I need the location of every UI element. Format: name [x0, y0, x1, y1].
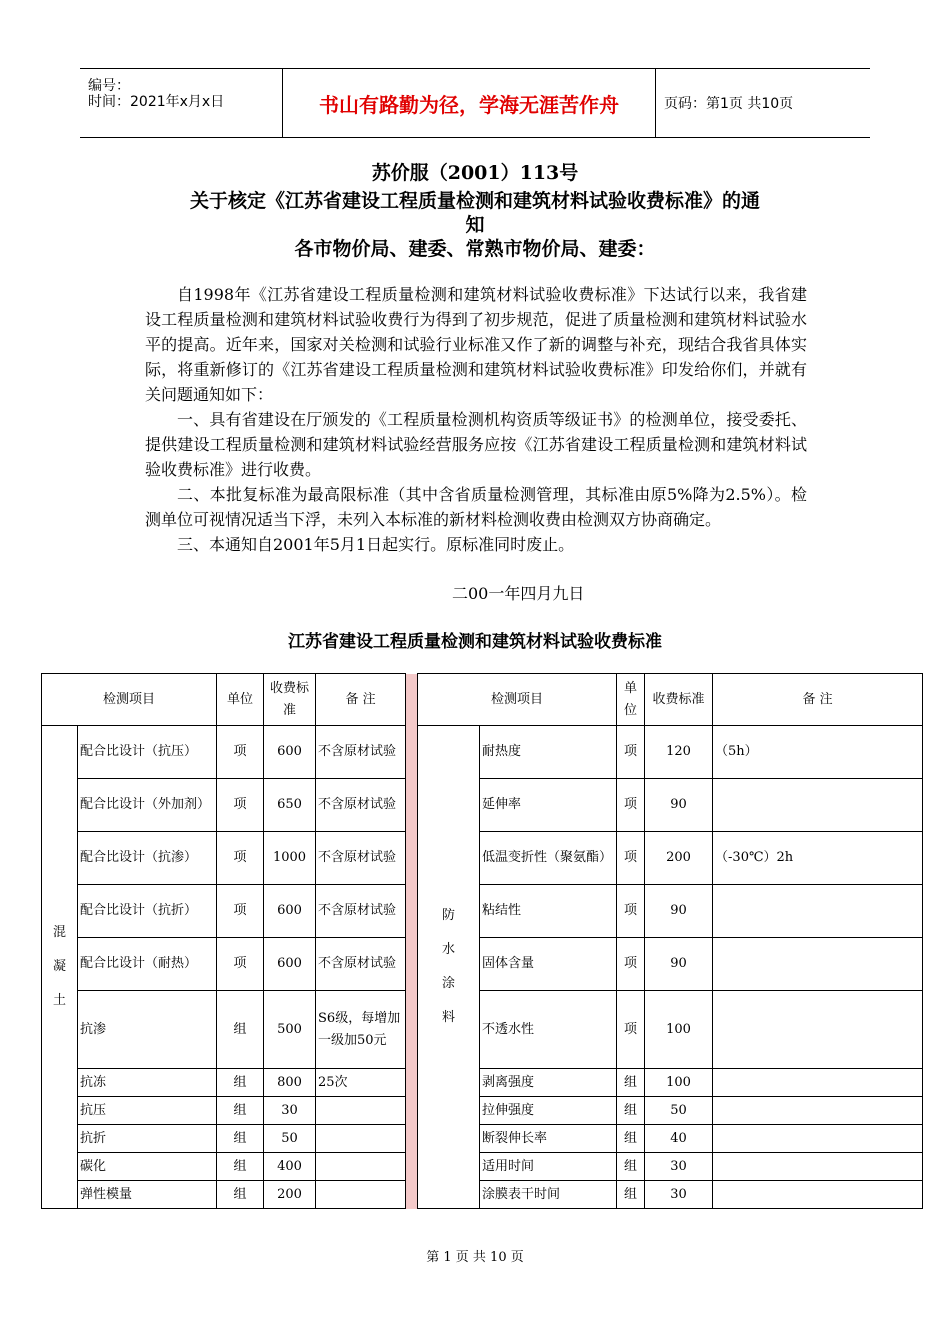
cell-note: S6级，每增加一级加50元 — [316, 991, 406, 1069]
cell-note — [713, 1125, 923, 1153]
cell-item: 抗冻 — [78, 1069, 217, 1097]
cell-unit: 项 — [217, 832, 264, 885]
page-footer: 第 1 页 共 10 页 — [426, 1250, 524, 1265]
cell-note — [713, 1097, 923, 1125]
header-fee-right: 收费标准 — [645, 674, 713, 726]
group-char: 涂 — [442, 976, 456, 991]
cell-item: 低温变折性（聚氨酯） — [480, 832, 617, 885]
cell-item: 抗渗 — [78, 991, 217, 1069]
time-label: 时间：2021年x月x日 — [88, 94, 225, 110]
table-row — [42, 1125, 923, 1153]
cell-note: （-30℃）2h — [713, 832, 923, 885]
header-meta — [80, 69, 282, 137]
cell-note: 不含原材试验 — [316, 938, 406, 991]
header-fee-left: 收费标准 — [264, 674, 316, 726]
cell-item: 拉伸强度 — [480, 1097, 617, 1125]
cell-fee: 30 — [264, 1097, 316, 1125]
cell-note: 不含原材试验 — [316, 779, 406, 832]
cell-unit: 组 — [617, 1153, 645, 1181]
cell-note — [316, 1097, 406, 1125]
cell-fee: 800 — [264, 1069, 316, 1097]
table-row — [42, 832, 923, 885]
cell-unit: 组 — [617, 1069, 645, 1097]
header-note-left: 备 注 — [316, 674, 406, 726]
cell-unit: 组 — [217, 1181, 264, 1209]
cell-note — [713, 1153, 923, 1181]
cell-unit: 项 — [217, 726, 264, 779]
cell-item: 配合比设计（抗压） — [78, 726, 217, 779]
header-unit-left: 单位 — [217, 674, 264, 726]
group-char: 水 — [442, 942, 456, 957]
cell-unit: 组 — [617, 1097, 645, 1125]
table-divider — [406, 674, 418, 726]
table-title: 江苏省建设工程质量检测和建筑材料试验收费标准 — [288, 632, 662, 652]
table-row — [42, 1181, 923, 1209]
fee-table — [41, 673, 923, 1209]
cell-item: 配合比设计（耐热） — [78, 938, 217, 991]
cell-fee: 500 — [264, 991, 316, 1069]
cell-note — [713, 1181, 923, 1209]
group-char: 土 — [52, 993, 66, 1008]
cell-item: 配合比设计（抗渗） — [78, 832, 217, 885]
cell-note: 不含原材试验 — [316, 726, 406, 779]
cell-fee: 200 — [264, 1181, 316, 1209]
cell-fee: 120 — [645, 726, 713, 779]
page-header — [80, 68, 870, 138]
group-concrete — [42, 726, 78, 1209]
cell-unit: 组 — [217, 1097, 264, 1125]
doc-body — [145, 282, 807, 557]
cell-fee: 600 — [264, 938, 316, 991]
cell-unit: 组 — [217, 1069, 264, 1097]
doc-date: 二00一年四月九日 — [452, 584, 585, 603]
cell-note: （5h） — [713, 726, 923, 779]
cell-fee: 90 — [645, 779, 713, 832]
cell-item: 固体含量 — [480, 938, 617, 991]
cell-item: 延伸率 — [480, 779, 617, 832]
cell-item: 配合比设计（抗折） — [78, 885, 217, 938]
group-char: 料 — [442, 1010, 456, 1025]
cell-unit: 组 — [217, 1153, 264, 1181]
header-motto: 书山有路勤为径，学海无涯苦作舟 — [282, 69, 656, 137]
cell-item: 剥离强度 — [480, 1069, 617, 1097]
table-row — [42, 1153, 923, 1181]
cell-note: 25次 — [316, 1069, 406, 1097]
header-unit-right: 单位 — [617, 674, 645, 726]
header-item-right: 检测项目 — [418, 674, 617, 726]
table-divider — [406, 726, 418, 1209]
cell-fee: 400 — [264, 1153, 316, 1181]
group-char: 防 — [442, 908, 456, 923]
table-row — [42, 1069, 923, 1097]
table-header-row — [42, 674, 923, 726]
group-char: 凝 — [52, 959, 66, 974]
cell-item: 碳化 — [78, 1153, 217, 1181]
cell-unit: 项 — [617, 938, 645, 991]
cell-item: 配合比设计（外加剂） — [78, 779, 217, 832]
cell-unit: 组 — [617, 1181, 645, 1209]
cell-unit: 项 — [617, 885, 645, 938]
cell-fee: 600 — [264, 726, 316, 779]
cell-unit: 组 — [217, 1125, 264, 1153]
cell-note — [316, 1153, 406, 1181]
cell-item: 适用时间 — [480, 1153, 617, 1181]
cell-fee: 100 — [645, 991, 713, 1069]
cell-note — [316, 1181, 406, 1209]
cell-note — [713, 885, 923, 938]
cell-fee: 650 — [264, 779, 316, 832]
paragraph: 一、具有省建设在厅颁发的《工程质量检测机构资质等级证书》的检测单位，接受委托、提供建设工程质量检测和建筑材料试验经营服务应按《江苏省建设工程质量检测和建筑材料试验收费标准》进行收费。 — [145, 410, 807, 479]
paragraph: 三、本通知自2001年5月1日起实行。原标准同时废止。 — [177, 535, 575, 554]
cell-item: 断裂伸长率 — [480, 1125, 617, 1153]
cell-item: 涂膜表干时间 — [480, 1181, 617, 1209]
cell-fee: 1000 — [264, 832, 316, 885]
table-row — [42, 1097, 923, 1125]
cell-fee: 90 — [645, 885, 713, 938]
cell-fee: 90 — [645, 938, 713, 991]
doc-number: 苏价服（2001）113号 — [371, 162, 579, 184]
cell-fee: 30 — [645, 1181, 713, 1209]
cell-note: 不含原材试验 — [316, 885, 406, 938]
group-char: 混 — [52, 925, 66, 940]
doc-addressee: 各市物价局、建委、常熟市物价局、建委： — [294, 238, 656, 260]
cell-note: 不含原材试验 — [316, 832, 406, 885]
cell-fee: 200 — [645, 832, 713, 885]
table-row — [42, 938, 923, 991]
cell-unit: 项 — [217, 938, 264, 991]
cell-fee: 30 — [645, 1153, 713, 1181]
cell-unit: 项 — [617, 991, 645, 1069]
cell-unit: 项 — [617, 832, 645, 885]
table-row — [42, 991, 923, 1069]
cell-fee: 50 — [645, 1097, 713, 1125]
header-item-left: 检测项目 — [42, 674, 217, 726]
cell-unit: 项 — [217, 885, 264, 938]
cell-unit: 项 — [217, 779, 264, 832]
group-waterproof-coating — [418, 726, 480, 1209]
table-row — [42, 779, 923, 832]
cell-item: 耐热度 — [480, 726, 617, 779]
cell-item: 粘结性 — [480, 885, 617, 938]
cell-fee: 50 — [264, 1125, 316, 1153]
cell-item: 抗折 — [78, 1125, 217, 1153]
cell-item: 抗压 — [78, 1097, 217, 1125]
cell-item: 弹性模量 — [78, 1181, 217, 1209]
cell-note — [713, 779, 923, 832]
doc-title-line2: 知 — [465, 214, 485, 236]
table-row — [42, 726, 923, 779]
paragraph: 二、本批复标准为最高限标准（其中含省质量检测管理，其标准由原5%降为2.5%）。检测单位可视情况适当下浮，未列入本标准的新材料检测收费由检测双方协商确定。 — [145, 485, 807, 529]
code-label: 编号： — [88, 78, 130, 94]
cell-unit: 组 — [617, 1125, 645, 1153]
cell-unit: 项 — [617, 779, 645, 832]
cell-note — [316, 1125, 406, 1153]
cell-unit: 项 — [617, 726, 645, 779]
cell-note — [713, 1069, 923, 1097]
cell-fee: 600 — [264, 885, 316, 938]
cell-unit: 组 — [217, 991, 264, 1069]
cell-fee: 100 — [645, 1069, 713, 1097]
table-row — [42, 885, 923, 938]
header-note-right: 备 注 — [713, 674, 923, 726]
header-page-info: 页码：第1页 共10页 — [664, 96, 794, 112]
doc-title-line1: 关于核定《江苏省建设工程质量检测和建筑材料试验收费标准》的通 — [189, 190, 760, 212]
cell-item: 不透水性 — [480, 991, 617, 1069]
cell-note — [713, 991, 923, 1069]
cell-note — [713, 938, 923, 991]
paragraph: 自1998年《江苏省建设工程质量检测和建筑材料试验收费标准》下达试行以来，我省建设工程质量检测和建筑材料试验收费行为得到了初步规范，促进了质量检测和建筑材料试验水平的提高。近年来，国家对关检测和试验行业标准又作了新的调整与补充，现结合我省具体实际，将重新修订的《江苏省建设工程质量检测和建筑材料试验收费标准》印发给你们，并就有关问题通知如下： — [145, 285, 807, 404]
cell-fee: 40 — [645, 1125, 713, 1153]
